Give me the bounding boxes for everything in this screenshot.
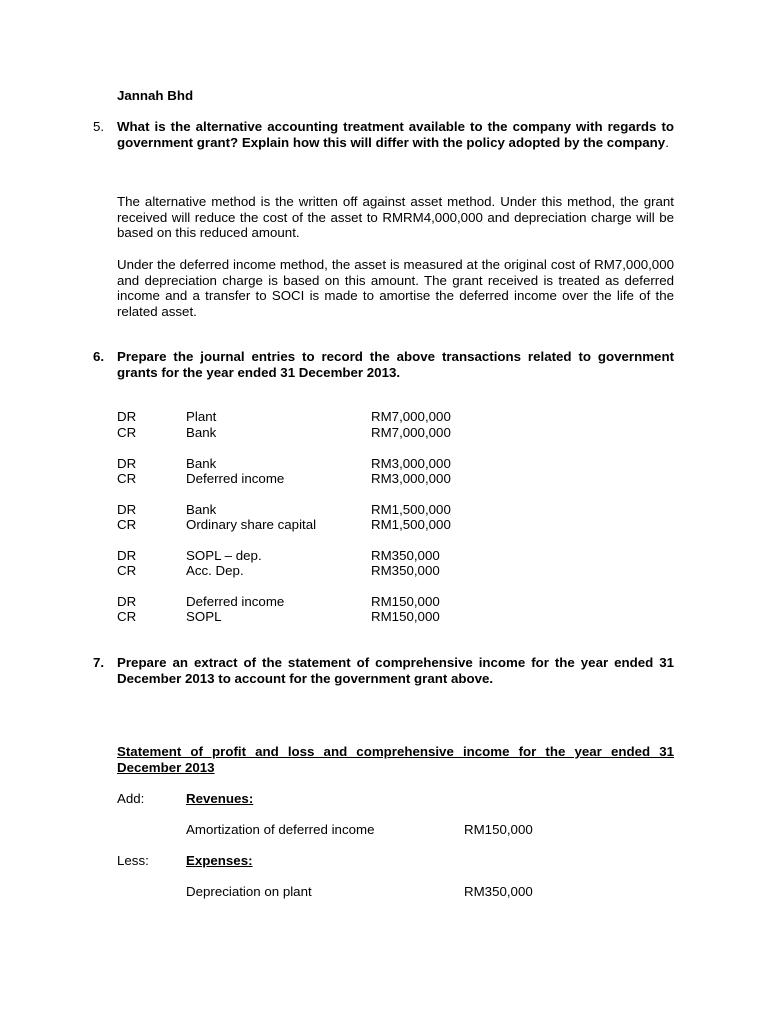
q7-question: Prepare an extract of the statement of comprehensive income for the year ended 31 December 2013 to account for the government grant above.	[117, 655, 674, 686]
expenses-heading: Expenses:	[186, 853, 253, 868]
revenue-amount: RM150,000	[464, 822, 533, 837]
journal-amount: RM350,000	[371, 563, 440, 578]
journal-row	[117, 471, 517, 487]
q5-question-text: What is the alternative accounting treatment available to the company with regards to government grant? Explain how this will differ with the policy adopted by the company	[117, 119, 674, 150]
expense-line	[117, 884, 617, 900]
journal-account: SOPL – dep.	[186, 548, 262, 563]
journal-side: CR	[117, 425, 137, 440]
journal-amount: RM3,000,000	[371, 471, 451, 486]
q5-number: 5.	[93, 119, 105, 134]
company-name: Jannah Bhd	[117, 88, 194, 103]
journal-account: Bank	[186, 502, 217, 517]
journal-amount: RM1,500,000	[371, 502, 451, 517]
statement-title: Statement of profit and loss and comprehensive income for the year ended 31 December 2013	[117, 744, 674, 775]
journal-row	[117, 425, 517, 441]
journal-amount: RM350,000	[371, 548, 440, 563]
journal-account: SOPL	[186, 609, 222, 624]
journal-side: DR	[117, 548, 137, 563]
expense-amount: RM350,000	[464, 884, 533, 899]
journal-amount: RM7,000,000	[371, 425, 451, 440]
expense-item: Depreciation on plant	[186, 884, 312, 899]
journal-row	[117, 409, 517, 425]
journal-side: CR	[117, 609, 137, 624]
journal-side: DR	[117, 502, 137, 517]
q6-number: 6.	[93, 349, 105, 364]
journal-account: Bank	[186, 425, 217, 440]
q7-number: 7.	[93, 655, 105, 670]
journal-row	[117, 502, 517, 518]
add-label: Add:	[117, 791, 145, 806]
journal-row	[117, 594, 517, 610]
q5-paragraph-1: The alternative method is the written off against asset method. Under this method, the grant received will reduce the cost of the asset to RMRM4,000,000 and depreciation charge will be based on this reduced amount.	[117, 194, 674, 240]
journal-account: Bank	[186, 456, 217, 471]
revenues-header-row	[117, 791, 617, 807]
q5-question	[117, 119, 674, 150]
journal-amount: RM1,500,000	[371, 517, 451, 532]
journal-row	[117, 563, 517, 579]
journal-side: CR	[117, 471, 137, 486]
q5-paragraph-2: Under the deferred income method, the asset is measured at the original cost of RM7,000,000 and depreciation charge is based on this amount. The grant received is treated as deferred income and a transfer to SOCI is made to amortise the deferred income over the life of the related asset.	[117, 257, 674, 319]
journal-account: Deferred income	[186, 471, 285, 486]
journal-account: Plant	[186, 409, 217, 424]
q6-question: Prepare the journal entries to record the above transactions related to government grants for the year ended 31 December 2013.	[117, 349, 674, 380]
journal-row	[117, 609, 517, 625]
q5-question-end: .	[665, 134, 669, 150]
revenues-heading: Revenues:	[186, 791, 254, 806]
journal-account: Acc. Dep.	[186, 563, 244, 578]
journal-side: DR	[117, 409, 137, 424]
journal-side: CR	[117, 517, 137, 532]
journal-account: Ordinary share capital	[186, 517, 317, 532]
journal-side: CR	[117, 563, 137, 578]
expenses-header-row	[117, 853, 617, 869]
journal-row	[117, 456, 517, 472]
journal-amount: RM150,000	[371, 594, 440, 609]
revenue-item: Amortization of deferred income	[186, 822, 375, 837]
revenue-line	[117, 822, 617, 838]
journal-account: Deferred income	[186, 594, 285, 609]
journal-row	[117, 548, 517, 564]
journal-amount: RM3,000,000	[371, 456, 451, 471]
journal-side: DR	[117, 594, 137, 609]
less-label: Less:	[117, 853, 149, 868]
journal-side: DR	[117, 456, 137, 471]
journal-amount: RM150,000	[371, 609, 440, 624]
journal-row	[117, 517, 517, 533]
journal-amount: RM7,000,000	[371, 409, 451, 424]
